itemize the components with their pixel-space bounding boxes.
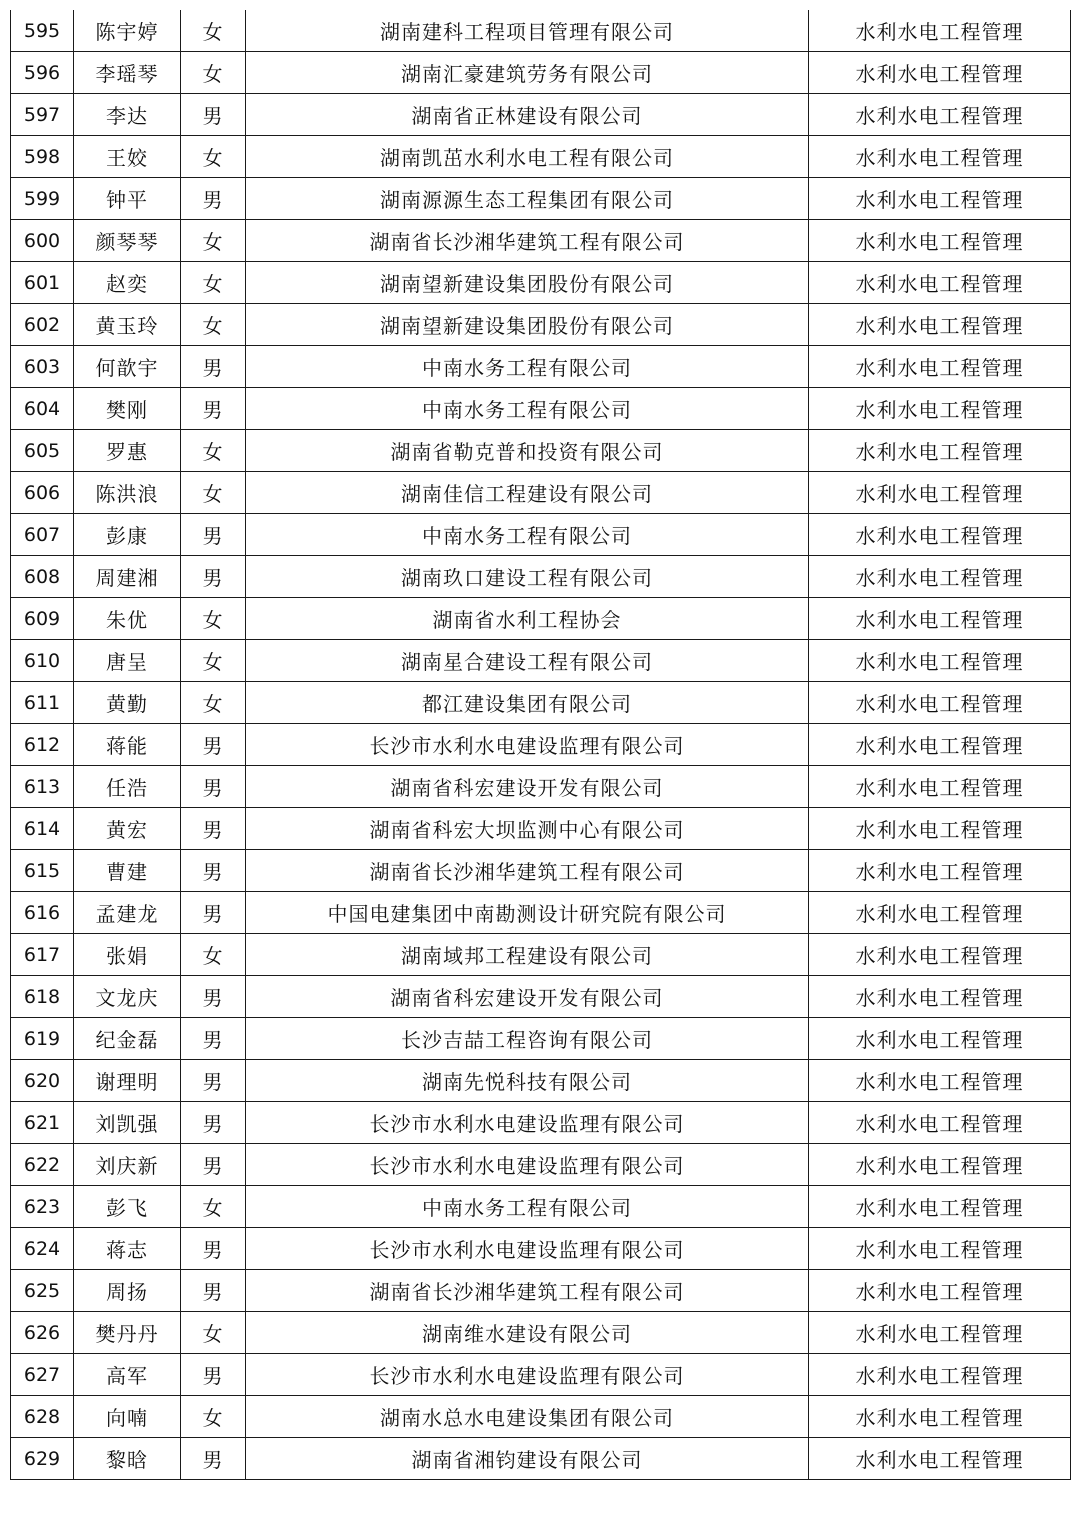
cell-gender: 男 — [181, 514, 246, 556]
table-row — [11, 1270, 1071, 1312]
cell-specialty: 水利水电工程管理 — [809, 1312, 1071, 1354]
table-row — [11, 136, 1071, 178]
cell-specialty: 水利水电工程管理 — [809, 682, 1071, 724]
cell-gender: 男 — [181, 388, 246, 430]
cell-number: 628 — [11, 1396, 74, 1438]
cell-specialty: 水利水电工程管理 — [809, 724, 1071, 766]
cell-name: 朱优 — [74, 598, 181, 640]
cell-company: 中南水务工程有限公司 — [246, 1186, 809, 1228]
cell-company: 湖南省湘钧建设有限公司 — [246, 1438, 809, 1480]
cell-company: 湖南维水建设有限公司 — [246, 1312, 809, 1354]
cell-number: 621 — [11, 1102, 74, 1144]
cell-company: 都江建设集团有限公司 — [246, 682, 809, 724]
cell-gender: 女 — [181, 10, 246, 52]
table-row — [11, 640, 1071, 682]
cell-specialty: 水利水电工程管理 — [809, 10, 1071, 52]
table-row — [11, 1438, 1071, 1480]
cell-name: 王姣 — [74, 136, 181, 178]
cell-company: 长沙吉喆工程咨询有限公司 — [246, 1018, 809, 1060]
cell-company: 湖南省正林建设有限公司 — [246, 94, 809, 136]
cell-specialty: 水利水电工程管理 — [809, 1144, 1071, 1186]
table-row — [11, 1312, 1071, 1354]
cell-number: 629 — [11, 1438, 74, 1480]
cell-number: 619 — [11, 1018, 74, 1060]
cell-number: 625 — [11, 1270, 74, 1312]
cell-specialty: 水利水电工程管理 — [809, 556, 1071, 598]
table-row — [11, 850, 1071, 892]
cell-specialty: 水利水电工程管理 — [809, 976, 1071, 1018]
cell-company: 湖南佳信工程建设有限公司 — [246, 472, 809, 514]
cell-specialty: 水利水电工程管理 — [809, 1186, 1071, 1228]
cell-gender: 女 — [181, 1312, 246, 1354]
cell-name: 黄宏 — [74, 808, 181, 850]
cell-gender: 男 — [181, 1144, 246, 1186]
cell-specialty: 水利水电工程管理 — [809, 304, 1071, 346]
cell-gender: 男 — [181, 766, 246, 808]
cell-company: 长沙市水利水电建设监理有限公司 — [246, 1102, 809, 1144]
cell-specialty: 水利水电工程管理 — [809, 220, 1071, 262]
cell-gender: 女 — [181, 52, 246, 94]
cell-company: 湖南先悦科技有限公司 — [246, 1060, 809, 1102]
cell-number: 622 — [11, 1144, 74, 1186]
cell-specialty: 水利水电工程管理 — [809, 1018, 1071, 1060]
cell-company: 湖南省长沙湘华建筑工程有限公司 — [246, 220, 809, 262]
cell-specialty: 水利水电工程管理 — [809, 934, 1071, 976]
cell-company: 湖南建科工程项目管理有限公司 — [246, 10, 809, 52]
cell-company: 湖南源源生态工程集团有限公司 — [246, 178, 809, 220]
cell-gender: 男 — [181, 556, 246, 598]
table-row — [11, 178, 1071, 220]
cell-name: 周扬 — [74, 1270, 181, 1312]
cell-specialty: 水利水电工程管理 — [809, 430, 1071, 472]
cell-gender: 男 — [181, 1102, 246, 1144]
table-row — [11, 10, 1071, 52]
cell-specialty: 水利水电工程管理 — [809, 388, 1071, 430]
table-row — [11, 472, 1071, 514]
table-row — [11, 724, 1071, 766]
cell-company: 湖南省科宏建设开发有限公司 — [246, 766, 809, 808]
table-row — [11, 514, 1071, 556]
cell-company: 湖南星合建设工程有限公司 — [246, 640, 809, 682]
cell-gender: 女 — [181, 1186, 246, 1228]
cell-number: 611 — [11, 682, 74, 724]
cell-number: 614 — [11, 808, 74, 850]
cell-number: 595 — [11, 10, 74, 52]
cell-company: 湖南省水利工程协会 — [246, 598, 809, 640]
cell-name: 黎晗 — [74, 1438, 181, 1480]
cell-specialty: 水利水电工程管理 — [809, 1396, 1071, 1438]
cell-name: 向喃 — [74, 1396, 181, 1438]
cell-company: 中南水务工程有限公司 — [246, 388, 809, 430]
cell-company: 长沙市水利水电建设监理有限公司 — [246, 724, 809, 766]
cell-gender: 男 — [181, 808, 246, 850]
table-row — [11, 430, 1071, 472]
cell-specialty: 水利水电工程管理 — [809, 136, 1071, 178]
table-row — [11, 1060, 1071, 1102]
cell-gender: 男 — [181, 94, 246, 136]
table-row — [11, 976, 1071, 1018]
table-row — [11, 262, 1071, 304]
cell-number: 627 — [11, 1354, 74, 1396]
cell-gender: 女 — [181, 934, 246, 976]
cell-number: 610 — [11, 640, 74, 682]
cell-gender: 女 — [181, 136, 246, 178]
cell-gender: 女 — [181, 472, 246, 514]
cell-gender: 男 — [181, 724, 246, 766]
cell-name: 文龙庆 — [74, 976, 181, 1018]
cell-specialty: 水利水电工程管理 — [809, 514, 1071, 556]
table-row — [11, 388, 1071, 430]
cell-gender: 男 — [181, 1270, 246, 1312]
cell-number: 603 — [11, 346, 74, 388]
table-row — [11, 52, 1071, 94]
cell-gender: 女 — [181, 262, 246, 304]
cell-gender: 男 — [181, 1228, 246, 1270]
cell-name: 刘庆新 — [74, 1144, 181, 1186]
cell-number: 615 — [11, 850, 74, 892]
cell-name: 任浩 — [74, 766, 181, 808]
cell-number: 598 — [11, 136, 74, 178]
roster-table — [10, 10, 1071, 1480]
table-row — [11, 598, 1071, 640]
cell-specialty: 水利水电工程管理 — [809, 598, 1071, 640]
cell-name: 张娟 — [74, 934, 181, 976]
cell-number: 596 — [11, 52, 74, 94]
cell-company: 中南水务工程有限公司 — [246, 514, 809, 556]
cell-specialty: 水利水电工程管理 — [809, 808, 1071, 850]
cell-gender: 女 — [181, 430, 246, 472]
cell-name: 黄勤 — [74, 682, 181, 724]
cell-number: 612 — [11, 724, 74, 766]
cell-name: 彭康 — [74, 514, 181, 556]
cell-name: 高军 — [74, 1354, 181, 1396]
table-row — [11, 556, 1071, 598]
table-row — [11, 346, 1071, 388]
table-row — [11, 1354, 1071, 1396]
cell-gender: 男 — [181, 976, 246, 1018]
cell-number: 617 — [11, 934, 74, 976]
cell-company: 中国电建集团中南勘测设计研究院有限公司 — [246, 892, 809, 934]
cell-specialty: 水利水电工程管理 — [809, 1270, 1071, 1312]
cell-name: 樊刚 — [74, 388, 181, 430]
cell-name: 颜琴琴 — [74, 220, 181, 262]
cell-name: 黄玉玲 — [74, 304, 181, 346]
table-row — [11, 1228, 1071, 1270]
cell-number: 618 — [11, 976, 74, 1018]
cell-name: 李瑶琴 — [74, 52, 181, 94]
cell-name: 曹建 — [74, 850, 181, 892]
cell-name: 钟平 — [74, 178, 181, 220]
cell-gender: 男 — [181, 1018, 246, 1060]
cell-gender: 男 — [181, 850, 246, 892]
cell-company: 湖南省科宏建设开发有限公司 — [246, 976, 809, 1018]
cell-number: 597 — [11, 94, 74, 136]
cell-specialty: 水利水电工程管理 — [809, 850, 1071, 892]
table-row — [11, 892, 1071, 934]
cell-number: 606 — [11, 472, 74, 514]
cell-gender: 男 — [181, 346, 246, 388]
table-row — [11, 94, 1071, 136]
cell-company: 湖南域邦工程建设有限公司 — [246, 934, 809, 976]
cell-gender: 男 — [181, 178, 246, 220]
cell-name: 周建湘 — [74, 556, 181, 598]
cell-name: 彭飞 — [74, 1186, 181, 1228]
cell-name: 樊丹丹 — [74, 1312, 181, 1354]
cell-gender: 男 — [181, 1438, 246, 1480]
cell-name: 蒋能 — [74, 724, 181, 766]
cell-gender: 女 — [181, 598, 246, 640]
table-row — [11, 1018, 1071, 1060]
cell-name: 李达 — [74, 94, 181, 136]
cell-number: 607 — [11, 514, 74, 556]
cell-name: 孟建龙 — [74, 892, 181, 934]
cell-name: 谢理明 — [74, 1060, 181, 1102]
cell-number: 609 — [11, 598, 74, 640]
cell-specialty: 水利水电工程管理 — [809, 472, 1071, 514]
cell-name: 罗惠 — [74, 430, 181, 472]
cell-company: 长沙市水利水电建设监理有限公司 — [246, 1228, 809, 1270]
cell-name: 陈洪浪 — [74, 472, 181, 514]
cell-company: 湖南水总水电建设集团有限公司 — [246, 1396, 809, 1438]
cell-company: 长沙市水利水电建设监理有限公司 — [246, 1354, 809, 1396]
cell-number: 599 — [11, 178, 74, 220]
cell-company: 湖南省科宏大坝监测中心有限公司 — [246, 808, 809, 850]
cell-company: 湖南汇豪建筑劳务有限公司 — [246, 52, 809, 94]
table-row — [11, 220, 1071, 262]
cell-gender: 女 — [181, 1396, 246, 1438]
cell-number: 613 — [11, 766, 74, 808]
cell-company: 湖南玖口建设工程有限公司 — [246, 556, 809, 598]
cell-specialty: 水利水电工程管理 — [809, 892, 1071, 934]
cell-company: 湖南省长沙湘华建筑工程有限公司 — [246, 1270, 809, 1312]
cell-specialty: 水利水电工程管理 — [809, 766, 1071, 808]
cell-company: 湖南省长沙湘华建筑工程有限公司 — [246, 850, 809, 892]
cell-company: 中南水务工程有限公司 — [246, 346, 809, 388]
cell-specialty: 水利水电工程管理 — [809, 346, 1071, 388]
table-row — [11, 682, 1071, 724]
cell-specialty: 水利水电工程管理 — [809, 1438, 1071, 1480]
cell-number: 620 — [11, 1060, 74, 1102]
cell-name: 纪金磊 — [74, 1018, 181, 1060]
cell-specialty: 水利水电工程管理 — [809, 640, 1071, 682]
cell-number: 604 — [11, 388, 74, 430]
cell-gender: 男 — [181, 1060, 246, 1102]
cell-number: 608 — [11, 556, 74, 598]
cell-number: 624 — [11, 1228, 74, 1270]
cell-number: 602 — [11, 304, 74, 346]
cell-company: 湖南望新建设集团股份有限公司 — [246, 262, 809, 304]
cell-gender: 男 — [181, 892, 246, 934]
cell-company: 湖南望新建设集团股份有限公司 — [246, 304, 809, 346]
table-row — [11, 766, 1071, 808]
cell-number: 601 — [11, 262, 74, 304]
cell-name: 何歆宇 — [74, 346, 181, 388]
cell-specialty: 水利水电工程管理 — [809, 1102, 1071, 1144]
cell-number: 605 — [11, 430, 74, 472]
cell-specialty: 水利水电工程管理 — [809, 1060, 1071, 1102]
table-row — [11, 1186, 1071, 1228]
table-row — [11, 934, 1071, 976]
cell-specialty: 水利水电工程管理 — [809, 1228, 1071, 1270]
cell-name: 赵奕 — [74, 262, 181, 304]
cell-gender: 女 — [181, 304, 246, 346]
table-row — [11, 304, 1071, 346]
cell-name: 唐呈 — [74, 640, 181, 682]
cell-name: 刘凯强 — [74, 1102, 181, 1144]
cell-company: 长沙市水利水电建设监理有限公司 — [246, 1144, 809, 1186]
table-row — [11, 1144, 1071, 1186]
cell-number: 626 — [11, 1312, 74, 1354]
cell-name: 蒋志 — [74, 1228, 181, 1270]
cell-name: 陈宇婷 — [74, 10, 181, 52]
cell-gender: 女 — [181, 682, 246, 724]
cell-company: 湖南凯茁水利水电工程有限公司 — [246, 136, 809, 178]
cell-specialty: 水利水电工程管理 — [809, 52, 1071, 94]
cell-specialty: 水利水电工程管理 — [809, 262, 1071, 304]
table-row — [11, 808, 1071, 850]
cell-number: 616 — [11, 892, 74, 934]
cell-gender: 女 — [181, 640, 246, 682]
cell-company: 湖南省勒克普和投资有限公司 — [246, 430, 809, 472]
cell-specialty: 水利水电工程管理 — [809, 178, 1071, 220]
cell-number: 623 — [11, 1186, 74, 1228]
cell-gender: 男 — [181, 1354, 246, 1396]
cell-specialty: 水利水电工程管理 — [809, 94, 1071, 136]
table-row — [11, 1396, 1071, 1438]
roster-body — [11, 10, 1071, 1480]
cell-number: 600 — [11, 220, 74, 262]
cell-gender: 女 — [181, 220, 246, 262]
cell-specialty: 水利水电工程管理 — [809, 1354, 1071, 1396]
table-row — [11, 1102, 1071, 1144]
